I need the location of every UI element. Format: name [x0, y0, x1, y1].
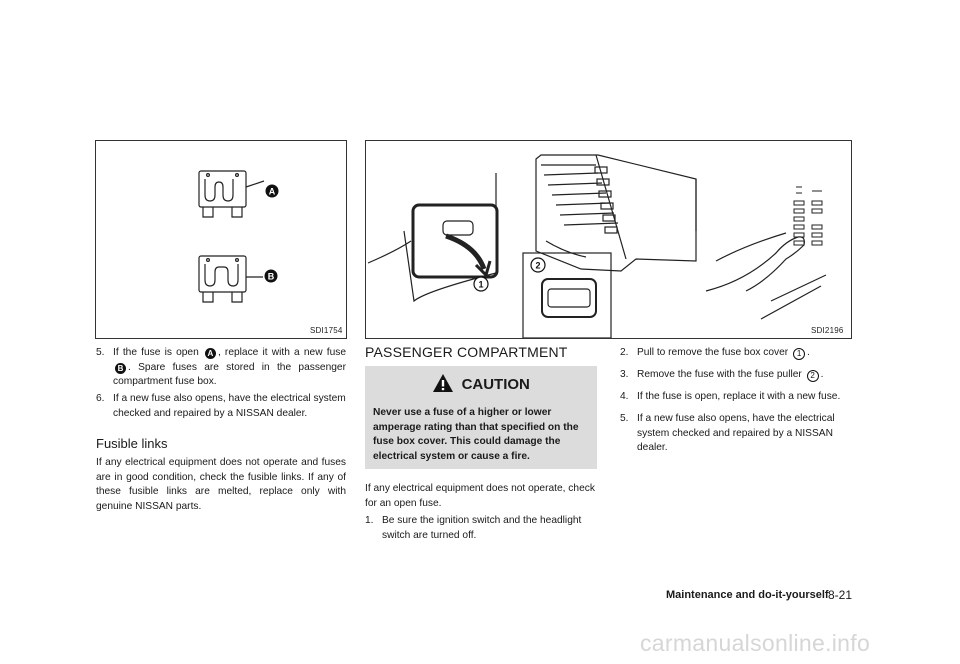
step-text: Remove the fuse with the fuse puller 2 .	[637, 369, 824, 380]
intro-text: If any electrical equipment does not operate, check for an open fuse.	[365, 483, 595, 509]
section-heading: PASSENGER COMPARTMENT	[365, 344, 568, 360]
caution-text: Never use a fuse of a higher or lower amperage rating than that specified on the fuse box cover. This could damage the electrical system or cause a fire.	[373, 407, 579, 462]
fuse-box-figure	[365, 140, 852, 339]
step-number: 2.	[620, 347, 629, 358]
fuse-illustration	[96, 141, 346, 338]
footer-section-title: Maintenance and do-it-yourself	[666, 589, 829, 601]
footer-page-number: 8-21	[828, 588, 853, 602]
callout-2	[531, 258, 545, 272]
svg-text:B: B	[267, 271, 275, 282]
caution-header	[365, 373, 597, 394]
ref-2-icon: 2	[807, 370, 819, 382]
ref-1-icon: 1	[793, 348, 805, 360]
step-text: If a new fuse also opens, have the electrical system checked and repaired by a NISSAN dealer.	[637, 413, 835, 454]
step-text-part: Pull to remove the fuse box cover	[637, 347, 789, 358]
step-number: 6.	[96, 393, 105, 404]
step-text-part: If the fuse is open	[113, 347, 199, 358]
step-text: Pull to remove the fuse box cover 1 .	[637, 347, 810, 358]
ref-a-icon: A	[205, 348, 216, 359]
step-number: 3.	[620, 369, 629, 380]
fuse-box-illustration	[366, 141, 851, 338]
svg-text:2: 2	[535, 260, 541, 271]
figure-code: SDI2196	[811, 326, 844, 335]
callout-b	[265, 270, 278, 283]
fuse-figure	[95, 140, 347, 339]
step-number: 1.	[365, 515, 374, 526]
caution-box	[365, 366, 597, 469]
step-text: Be sure the ignition switch and the headlight switch are turned off.	[382, 515, 582, 541]
step-text-part: , replace it with a new fuse	[217, 347, 346, 358]
step-number: 5.	[96, 347, 105, 358]
fusible-links-text: If any electrical equipment does not operate and fuses are in good condition, check the fusible links. If any of these fusible links are melted, replace only with genuine NISSAN parts.	[96, 457, 346, 512]
caution-title: CAUTION	[461, 376, 530, 393]
step-text: If the fuse is open, replace it with a new fuse.	[637, 391, 841, 402]
step-text: If a new fuse also opens, have the electrical system checked and repaired by a NISSAN dealer.	[113, 393, 346, 419]
svg-text:A: A	[268, 186, 276, 197]
callout-a	[266, 185, 279, 198]
fusible-links-heading: Fusible links	[96, 436, 168, 451]
svg-text:1: 1	[478, 279, 484, 290]
step-text-part: Remove the fuse with the fuse puller	[637, 369, 802, 380]
ref-b-icon: B	[115, 363, 126, 374]
callout-1	[474, 277, 488, 291]
step-text-part: . Spare fuses are stored in the passenger compartment fuse box.	[113, 361, 346, 388]
step-number: 5.	[620, 413, 629, 424]
watermark: carmanualsonline.info	[640, 630, 871, 656]
step-text	[113, 346, 346, 390]
step-number: 4.	[620, 391, 629, 402]
warning-icon	[432, 373, 454, 393]
figure-code: SDI1754	[310, 326, 343, 335]
